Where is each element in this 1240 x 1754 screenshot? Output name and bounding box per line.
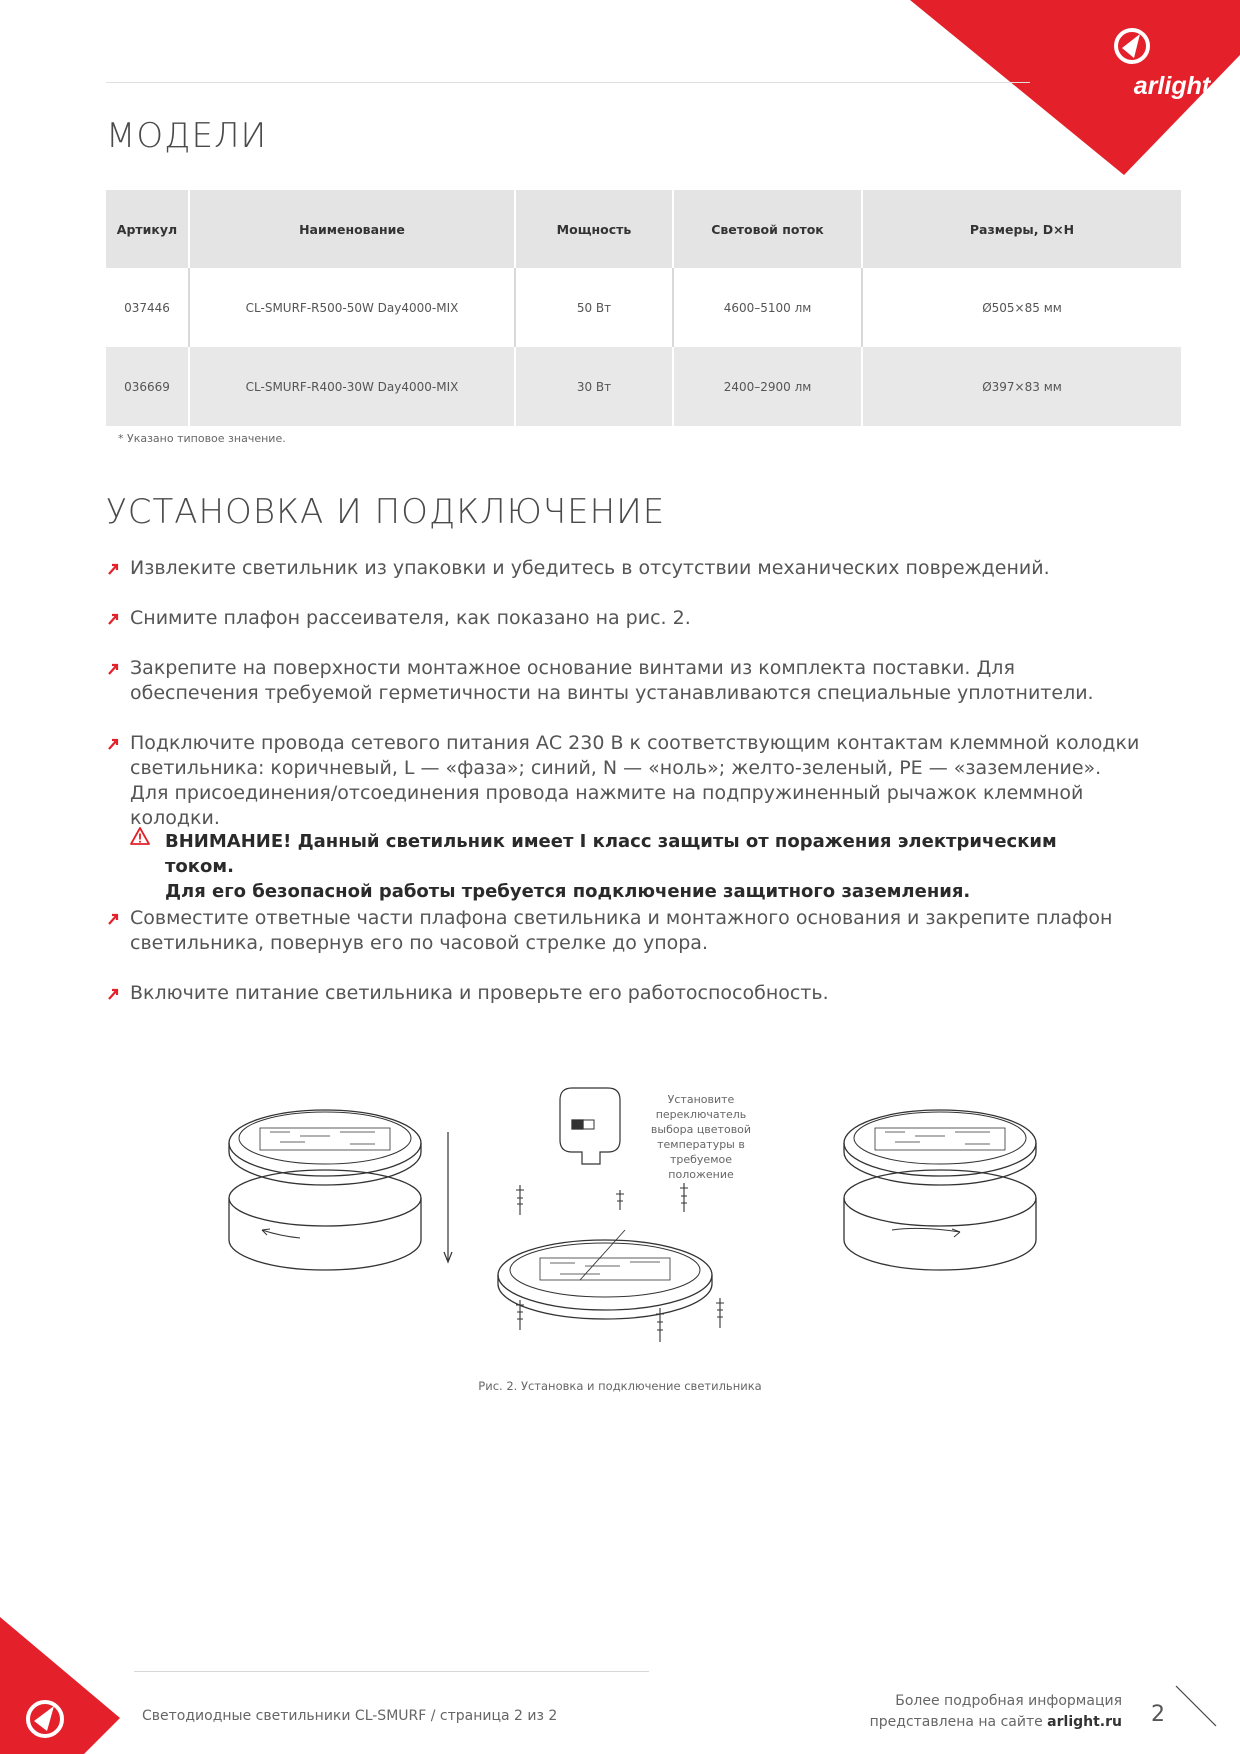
page-number: 2 — [1151, 1702, 1165, 1727]
footer-divider — [134, 1671, 649, 1672]
luminaire-removal-drawing — [229, 1110, 452, 1270]
arrow-bullet-icon — [106, 737, 120, 751]
top-divider — [106, 82, 1030, 83]
cell-power: 30 Вт — [515, 347, 673, 426]
warning-line-2: Для его безопасной работы требуется подключение защитного заземления. — [165, 881, 971, 902]
footer-document-title: Светодиодные светильники CL-SMURF / страница 2 из 2 — [142, 1708, 558, 1724]
models-table — [106, 190, 1181, 426]
cell-size: Ø397×83 мм — [862, 347, 1181, 426]
cell-flux: 4600–5100 лм — [673, 268, 862, 347]
table-note: * Указано типовое значение. — [118, 432, 286, 445]
step-1: Извлеките светильник из упаковки и убедитесь в отсутствии механических повреждений. — [130, 557, 1050, 579]
cell-name: CL-SMURF-R500-50W Day4000-MIX — [189, 268, 515, 347]
arrow-bullet-icon — [106, 912, 120, 926]
col-header-size: Размеры, D×H — [862, 190, 1181, 268]
step-6: Включите питание светильника и проверьте его работоспособность. — [130, 982, 829, 1004]
cell-size: Ø505×85 мм — [982, 300, 1062, 315]
footer-info-line-1: Более подробная информация — [895, 1693, 1122, 1709]
step-2: Снимите плафон рассеивателя, как показано на рис. 2. — [130, 607, 691, 629]
col-header-article: Артикул — [106, 190, 189, 268]
col-header-flux: Световой поток — [673, 190, 862, 268]
cell-article: 037446 — [106, 268, 189, 347]
table-row — [106, 268, 1181, 347]
cell-power: 50 Вт — [515, 268, 673, 347]
arlight-logo-corner — [910, 0, 1240, 175]
warning-line-1: ВНИМАНИЕ! Данный светильник имеет I класс защиты от поражения электрическим током. — [165, 831, 1057, 877]
cell-article: 036669 — [106, 347, 189, 426]
cell-flux: 2400–2900 лм — [673, 347, 862, 426]
cell-name: CL-SMURF-R400-30W Day4000-MIX — [189, 347, 515, 426]
arrow-bullet-icon — [106, 662, 120, 676]
svg-text:arlight: arlight — [1133, 72, 1211, 100]
warning-text — [165, 829, 1115, 904]
arrow-bullet-icon — [106, 987, 120, 1001]
page-number-slash — [1174, 1684, 1218, 1728]
arrow-bullet-icon — [106, 612, 120, 626]
arlight-footer-logo — [0, 1617, 120, 1754]
footer-info-prefix: представлена на сайте — [869, 1714, 1048, 1730]
luminaire-attach-drawing — [844, 1110, 1060, 1270]
footer-info-line-2 — [870, 1712, 1122, 1733]
col-header-name: Наименование — [189, 190, 515, 268]
step-3: Закрепите на поверхности монтажное основание винтами из комплекта поставки. Для обеспечения требуемой герметичности на винты устанавливаются специальные уплотнители. — [130, 657, 1094, 704]
install-heading: УСТАНОВКА И ПОДКЛЮЧЕНИЕ — [106, 492, 666, 532]
figure-caption: Рис. 2. Установка и подключение светильника — [478, 1379, 762, 1393]
step-5: Совместите ответные части плафона светильника и монтажного основания и закрепите плафон светильника, повернув его по часовой стрелке до упора. — [130, 907, 1113, 954]
col-header-power: Мощность — [515, 190, 673, 268]
warning-icon — [130, 826, 150, 846]
footer-more-info — [870, 1691, 1122, 1733]
table-row — [106, 347, 1181, 426]
footer-site-link[interactable]: arlight.ru — [1047, 1714, 1122, 1730]
models-heading: МОДЕЛИ — [106, 116, 268, 156]
step-4: Подключите провода сетевого питания АС 230 В к соответствующим контактам клеммной колодки светильника: коричневый, L — «фаза»; синий, N — «ноль»; желто-зеленый, PE — «заземление». Для присоединения/отсоединения провода нажмите на подпружиненный рычажок клеммной колодки. — [130, 732, 1140, 829]
switch-hint-text: Установите переключатель выбора цветовой температуры в требуемое положение — [650, 1093, 752, 1181]
arrow-bullet-icon — [106, 562, 120, 576]
